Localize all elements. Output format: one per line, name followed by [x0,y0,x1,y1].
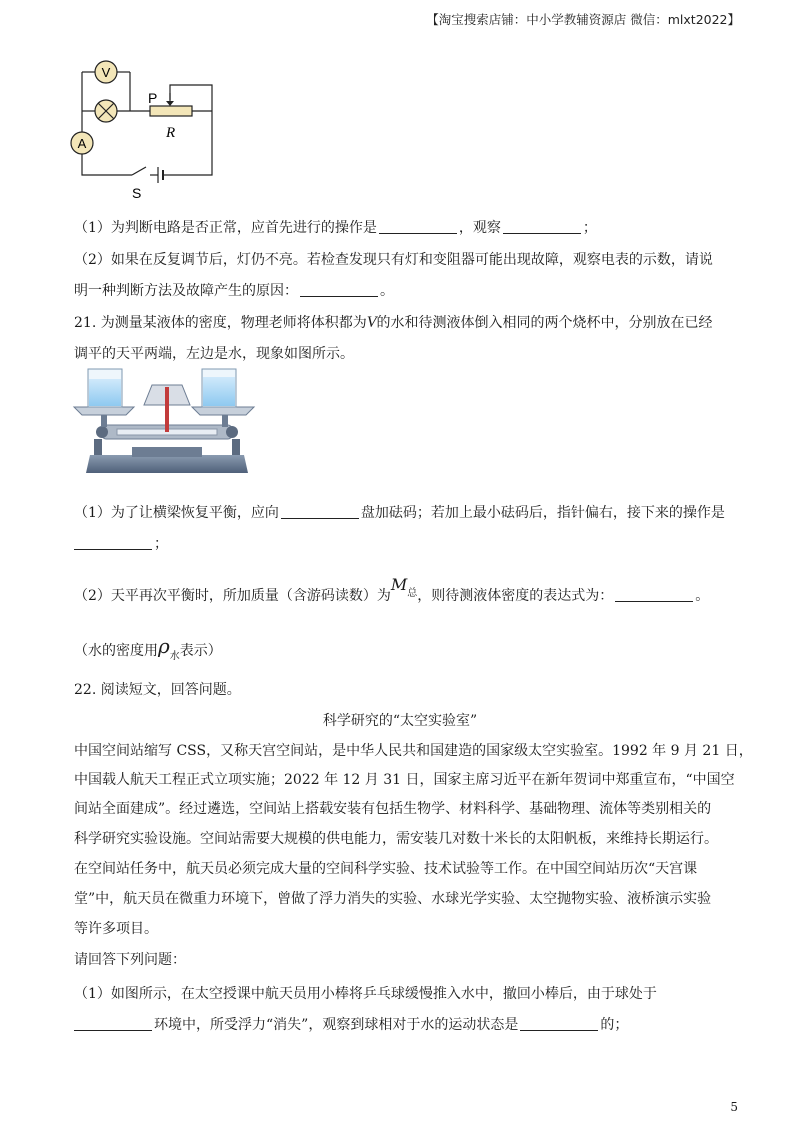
answer-blank[interactable] [520,1016,598,1031]
passage-title: 科学研究的“太空实验室” [322,713,478,729]
passage-line: 科学研究实验设施。空间站需要大规模的供电能力，需安装几对数十米长的太阳帆板，来维持长期运行。 [74,831,718,847]
answer-blank[interactable] [74,535,152,550]
passage-line: 堂”中，航天员在微重力环境下，曾做了浮力消失的实验、水球光学实验、太空抛物实验、液桥演示实验 [74,891,712,907]
answer-blank[interactable] [281,504,359,519]
page-header: 【淘宝搜索店铺：中小学教辅资源店 微信：mlxt2022】 [426,12,740,27]
q20-part2-line2: 明一种判断方法及故障产生的原因： 。 [74,283,394,299]
slider-label: P [148,90,158,106]
answer-blank[interactable] [615,587,693,602]
answer-blank[interactable] [74,1016,152,1031]
q20-part2-line1: （2）如果在反复调节后，灯仍不亮。若检查发现只有灯和变阻器可能出现故障，观察电表的示数，请说 [74,252,713,268]
q21-stem-line2: 调平的天平两端，左边是水，现象如图所示。 [74,346,354,362]
q20-part1: （1）为判断电路是否正常，应首先进行的操作是 ，观察 ； [74,220,597,236]
answer-blank[interactable] [300,282,378,297]
passage-line: 等许多项目。 [74,921,158,937]
passage-line: 中国载人航天工程正式立项实施；2022 年 12 月 31 日，国家主席习近平在新年贺词中郑重宣布，“中国空 [74,772,735,788]
q21-stem-line1: 21. 为测量某液体的密度，物理老师将体积都为V的水和待测液体倒入相同的两个烧杯中，分别放在已经 [74,314,713,331]
answer-blank[interactable] [503,219,581,234]
q21-part1-line2: ； [74,534,168,554]
switch-label: S [132,185,142,201]
q21-part2: （2）天平再次平衡时，所加质量（含游码读数）为$M^总$，则待测液体密度的表达式为： 。 [74,575,710,604]
voltmeter-label: V [101,65,111,80]
q22-heading: 22. 阅读短文，回答问题。 [74,682,241,698]
balance-scale-illustration [72,365,262,477]
passage-line: 请回答下列问题： [74,952,186,968]
q22-part1-line1: （1）如图所示，在太空授课中航天员用小棒将乒乓球缓慢推入水中，撤回小棒后，由于球处于 [74,986,657,1002]
circuit-diagram [70,55,230,205]
page-number: 5 [730,1100,738,1114]
passage-line: 间站全面建成”。经过遴选，空间站上搭载安装有包括生物学、材料科学、基础物理、流体等类别相关的 [74,801,712,817]
ammeter-label: A [77,136,87,151]
q21-part1-line1: （1）为了让横梁恢复平衡，应向 盘加砝码；若加上最小砝码后，指针偏右，接下来的操作是 [74,505,725,521]
rheostat-icon [150,106,192,116]
q21-note: （水的密度用$\rho_水$表示） [74,634,222,662]
q22-part1-line2: 环境中，所受浮力“消失”，观察到球相对于水的运动状态是 的； [74,1015,628,1035]
passage-line: 中国空间站缩写 CSS，又称天宫空间站，是中华人民共和国建造的国家级太空实验室。1992 年 9 月 21 日， [74,743,753,759]
passage-line: 在空间站任务中，航天员必须完成大量的空间科学实验、技术试验等工作。在中国空间站历次“天宫课 [74,861,698,877]
rheostat-label: R [166,125,176,141]
answer-blank[interactable] [379,219,457,234]
